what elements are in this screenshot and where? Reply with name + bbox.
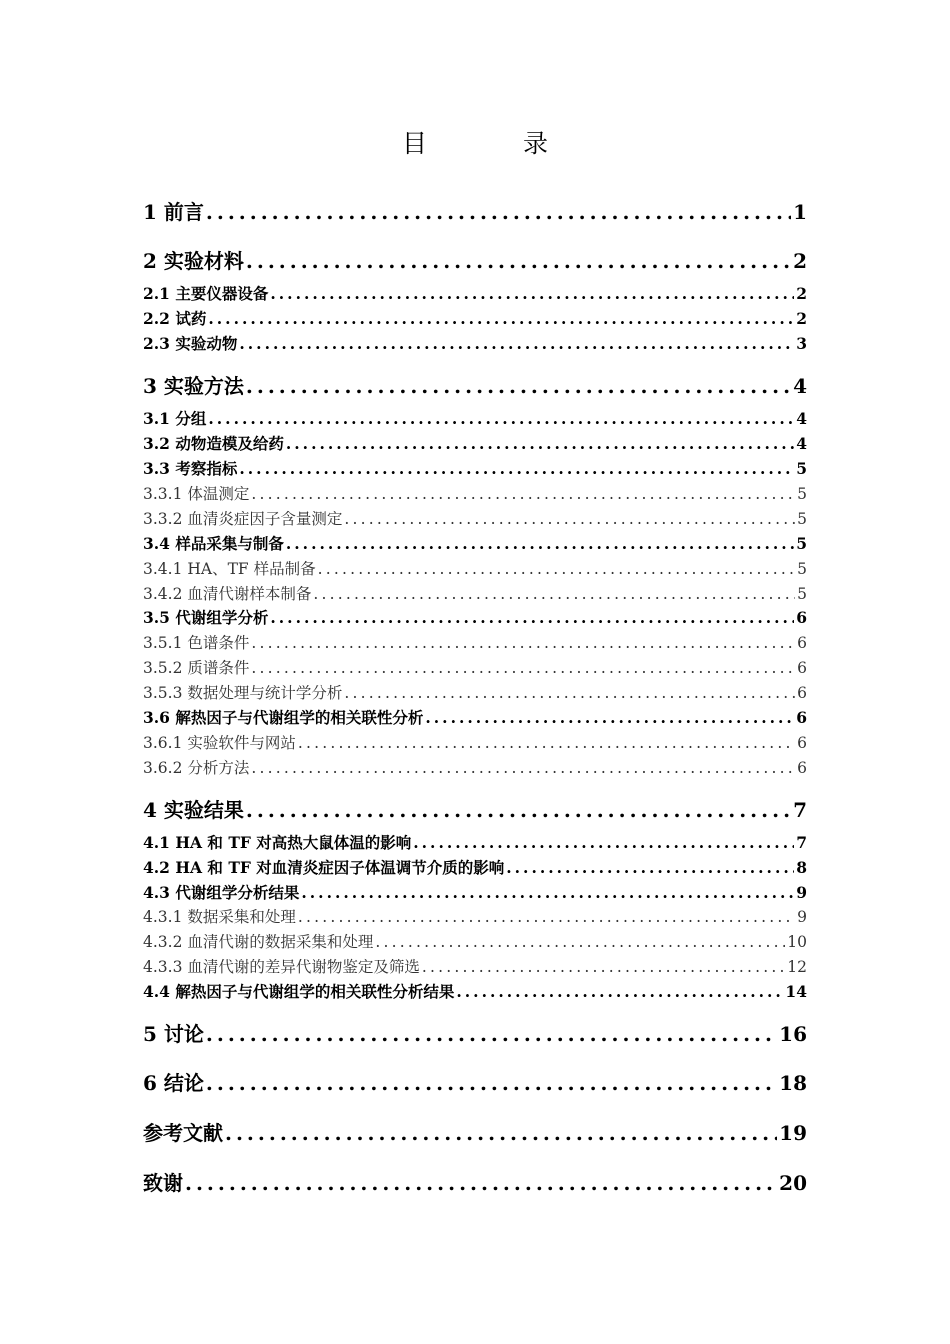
toc-entry[interactable] bbox=[143, 856, 807, 878]
toc-leader-dots bbox=[246, 249, 791, 273]
toc-entry-label: 3.5 代谢组学分析 bbox=[143, 608, 269, 627]
toc-entry[interactable] bbox=[143, 1067, 807, 1096]
toc-entry-label: 3.6.2 分析方法 bbox=[143, 759, 250, 777]
toc-entry-label: 3.5.1 色谱条件 bbox=[143, 634, 250, 652]
toc-entry-label: 3.3 考察指标 bbox=[143, 459, 238, 478]
toc-leader-dots bbox=[413, 833, 794, 852]
toc-entry-label: 5 讨论 bbox=[143, 1022, 204, 1046]
toc-entry-label: 致谢 bbox=[143, 1171, 183, 1195]
toc-leader-dots bbox=[239, 459, 794, 478]
toc-entry[interactable] bbox=[143, 245, 807, 274]
toc-entry-page: 4 bbox=[796, 434, 807, 453]
toc-entry[interactable] bbox=[143, 756, 807, 778]
toc-entry-label: 4.2 HA 和 TF 对血清炎症因子体温调节介质的影响 bbox=[143, 858, 505, 877]
toc-entry-label: 3.4.1 HA、TF 样品制备 bbox=[143, 560, 316, 578]
toc-entry[interactable] bbox=[143, 881, 807, 903]
toc-entry-page: 5 bbox=[796, 459, 807, 478]
toc-leader-dots bbox=[301, 883, 794, 902]
toc-entry[interactable] bbox=[143, 731, 807, 753]
toc-leader-dots bbox=[298, 734, 795, 752]
toc-entry-page: 4 bbox=[796, 409, 807, 428]
toc-entry-page: 1 bbox=[793, 200, 807, 224]
toc-leader-dots bbox=[286, 534, 794, 553]
toc-entry-label: 2 实验材料 bbox=[143, 249, 244, 273]
toc-entry-label: 3.3.1 体温测定 bbox=[143, 485, 250, 503]
toc-leader-dots bbox=[251, 659, 795, 677]
toc-entry-page: 2 bbox=[796, 284, 807, 303]
toc-entry-page: 6 bbox=[797, 684, 807, 702]
toc-entry-label: 4.1 HA 和 TF 对高热大鼠体温的影响 bbox=[143, 833, 412, 852]
toc-entry-page: 5 bbox=[797, 560, 807, 578]
toc-entry-page: 6 bbox=[797, 759, 807, 777]
toc-entry-label: 3.1 分组 bbox=[143, 409, 207, 428]
toc-leader-dots bbox=[313, 585, 795, 603]
toc-entry[interactable] bbox=[143, 482, 807, 504]
toc-leader-dots bbox=[206, 1022, 777, 1046]
toc-leader-dots bbox=[456, 982, 783, 1001]
toc-entry[interactable] bbox=[143, 432, 807, 454]
toc-entry-label: 6 结论 bbox=[143, 1071, 204, 1095]
toc-entry[interactable] bbox=[143, 307, 807, 329]
toc-entry[interactable] bbox=[143, 370, 807, 399]
toc-entry-label: 4.3.3 血清代谢的差异代谢物鉴定及筛选 bbox=[143, 958, 420, 976]
toc-entry-page: 5 bbox=[797, 485, 807, 503]
toc-entry-label: 4.3.1 数据采集和处理 bbox=[143, 908, 296, 926]
toc-entry-page: 2 bbox=[793, 249, 807, 273]
toc-entry-page: 18 bbox=[779, 1071, 807, 1095]
toc-entry[interactable] bbox=[143, 980, 807, 1002]
toc-entry-page: 19 bbox=[779, 1121, 807, 1145]
toc-leader-dots bbox=[208, 409, 794, 428]
toc-leader-dots bbox=[225, 1121, 777, 1145]
toc-entry-page: 3 bbox=[796, 334, 807, 353]
toc-entry-page: 9 bbox=[797, 908, 807, 926]
toc-entry-label: 3.2 动物造模及给药 bbox=[143, 434, 284, 453]
toc-entry-page: 6 bbox=[796, 708, 807, 727]
toc-entry[interactable] bbox=[143, 1018, 807, 1047]
toc-leader-dots bbox=[425, 708, 794, 727]
toc-entry-page: 5 bbox=[797, 585, 807, 603]
toc-entry-label: 3.6.1 实验软件与网站 bbox=[143, 734, 296, 752]
toc-entry[interactable] bbox=[143, 557, 807, 579]
toc-entry[interactable] bbox=[143, 332, 807, 354]
toc-entry[interactable] bbox=[143, 681, 807, 703]
toc-entry-page: 9 bbox=[796, 883, 807, 902]
toc-leader-dots bbox=[344, 510, 795, 528]
toc-leader-dots bbox=[344, 684, 795, 702]
toc-entry-label: 3.3.2 血清炎症因子含量测定 bbox=[143, 510, 343, 528]
toc-leader-dots bbox=[270, 284, 794, 303]
toc-entry[interactable] bbox=[143, 606, 807, 628]
toc-entry[interactable] bbox=[143, 1167, 807, 1196]
toc-entry-label: 4.4 解热因子与代谢组学的相关联性分析结果 bbox=[143, 982, 455, 1001]
toc-entry-label: 4.3.2 血清代谢的数据采集和处理 bbox=[143, 933, 374, 951]
toc-leader-dots bbox=[208, 309, 794, 328]
toc-entry-label: 2.3 实验动物 bbox=[143, 334, 238, 353]
toc-entry-label: 3.4.2 血清代谢样本制备 bbox=[143, 585, 312, 603]
toc-entry[interactable] bbox=[143, 1117, 807, 1146]
toc-entry[interactable] bbox=[143, 955, 807, 977]
toc-entry[interactable] bbox=[143, 656, 807, 678]
toc-entry[interactable] bbox=[143, 706, 807, 728]
toc-leader-dots bbox=[286, 434, 794, 453]
toc-entry-label: 3.6 解热因子与代谢组学的相关联性分析 bbox=[143, 708, 424, 727]
toc-entry-label: 4.3 代谢组学分析结果 bbox=[143, 883, 300, 902]
toc-leader-dots bbox=[251, 759, 795, 777]
toc-entry-label: 3 实验方法 bbox=[143, 374, 244, 398]
toc-entry[interactable] bbox=[143, 457, 807, 479]
toc-entry-label: 2.1 主要仪器设备 bbox=[143, 284, 269, 303]
toc-leader-dots bbox=[375, 933, 785, 951]
toc-entry[interactable] bbox=[143, 582, 807, 604]
page-title: 目 录 bbox=[402, 129, 592, 158]
toc-leader-dots bbox=[422, 958, 785, 976]
toc-entry-page: 6 bbox=[796, 608, 807, 627]
toc-entry-page: 5 bbox=[796, 534, 807, 553]
toc-entry-page: 6 bbox=[797, 659, 807, 677]
toc-entry-label: 3.4 样品采集与制备 bbox=[143, 534, 284, 553]
toc-entry[interactable] bbox=[143, 794, 807, 823]
toc-entry-page: 10 bbox=[787, 933, 807, 951]
toc-entry-page: 8 bbox=[796, 858, 807, 877]
toc-entry-label: 3.5.3 数据处理与统计学分析 bbox=[143, 684, 343, 702]
toc-entry-page: 2 bbox=[796, 309, 807, 328]
toc-entry-label: 3.5.2 质谱条件 bbox=[143, 659, 250, 677]
toc-leader-dots bbox=[251, 485, 795, 503]
toc-leader-dots bbox=[298, 908, 795, 926]
toc-entry-page: 4 bbox=[793, 374, 807, 398]
toc-entry-page: 6 bbox=[797, 634, 807, 652]
toc-entry[interactable] bbox=[143, 831, 807, 853]
toc-entry[interactable] bbox=[143, 196, 807, 225]
toc-entry[interactable] bbox=[143, 507, 807, 529]
toc-entry-page: 16 bbox=[779, 1022, 807, 1046]
toc-entry[interactable] bbox=[143, 282, 807, 304]
toc-leader-dots bbox=[185, 1171, 777, 1195]
toc-entry[interactable] bbox=[143, 905, 807, 927]
toc-leader-dots bbox=[206, 200, 791, 224]
toc-leader-dots bbox=[239, 334, 794, 353]
toc-entry-page: 5 bbox=[797, 510, 807, 528]
toc-entry-page: 7 bbox=[796, 833, 807, 852]
toc-entry-label: 2.2 试药 bbox=[143, 309, 207, 328]
toc-entry[interactable] bbox=[143, 407, 807, 429]
toc-entry-page: 6 bbox=[797, 734, 807, 752]
toc-entry-page: 7 bbox=[793, 798, 807, 822]
toc-leader-dots bbox=[318, 560, 796, 578]
toc-leader-dots bbox=[251, 634, 795, 652]
toc-entry-page: 20 bbox=[779, 1171, 807, 1195]
toc-entry-label: 4 实验结果 bbox=[143, 798, 244, 822]
toc-entry-label: 1 前言 bbox=[143, 200, 204, 224]
toc-entry-page: 14 bbox=[785, 982, 807, 1001]
toc-leader-dots bbox=[246, 374, 791, 398]
toc-leader-dots bbox=[270, 608, 794, 627]
toc-leader-dots bbox=[506, 858, 794, 877]
toc-entry[interactable] bbox=[143, 930, 807, 952]
toc-leader-dots bbox=[246, 798, 791, 822]
toc-entry-page: 12 bbox=[787, 958, 807, 976]
toc-entry[interactable] bbox=[143, 532, 807, 554]
toc-leader-dots bbox=[206, 1071, 777, 1095]
toc-entry-label: 参考文献 bbox=[143, 1121, 223, 1145]
toc-entry[interactable] bbox=[143, 631, 807, 653]
